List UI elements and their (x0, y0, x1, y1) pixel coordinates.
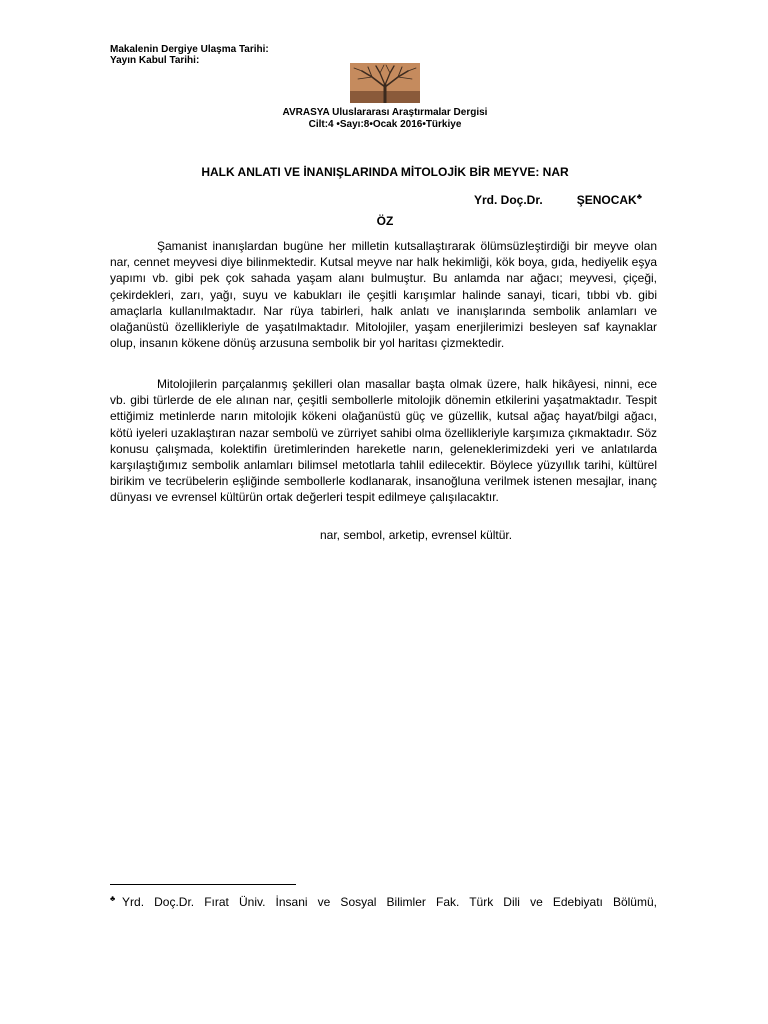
journal-name: AVRASYA Uluslararası Araştırmalar Dergisi (282, 107, 488, 118)
article-title: HALK ANLATI VE İNANIŞLARINDA MİTOLOJİK BİR MEYVE: NAR (201, 165, 569, 179)
author-line (474, 192, 642, 207)
abstract-paragraph-2: Mitolojilerin parçalanmış şekilleri olan masallar başta olmak üzere, halk hikâyesi, ninni, ece vb. gibi türlerde de ele alınan nar, çeşitli sembollerle mitolojik dönemin etkilerini yaşatmaktadır. Tespit ettiğimiz metinlerde narın mitolojik kökeni olağanüstü güç ve güzellik, kutsal ağaç hayat/bilgi ağacı, kötü iyeleri uzaklaştıran nazar sembolü ve zürriyet sahibi olma özellikleriyle karşımıza çıkmaktadır. Söz konusu çalışmada, kolektifin üretimlerinden hareketle narın, geleneklerimizdeki yeri ve anlatılarda karşılaştığımız sembolik anlamları bilimsel metotlarla tahlil edilecektir. Böylece yüzyıllık tarihi, kültürel birikim ve tecrübelerin eşliğinde sembollerle kodlanarak, insanoğluna verilmek istenen mesajlar, inanç dünyası ve evrensel kültürün ortak değerleri tespit edilmeye çalışılacaktır. (110, 377, 657, 505)
arrival-date-label: Makalenin Dergiye Ulaşma Tarihi: (110, 44, 269, 55)
author-title: Yrd. Doç.Dr. (474, 193, 543, 207)
author-footnote-mark[interactable]: ♣ (636, 192, 642, 201)
keywords: nar, sembol, arketip, evrensel kültür. (320, 528, 513, 542)
footnote-text: Yrd. Doç.Dr. Fırat Üniv. İnsani ve Sosyal Bilimler Fak. Türk Dili ve Edebiyatı Bölümü, (122, 895, 657, 909)
journal-issue: Cilt:4 •Sayı:8•Ocak 2016•Türkiye (308, 119, 462, 130)
footnote-divider (110, 884, 296, 885)
abstract-heading: ÖZ (376, 214, 394, 228)
tree-logo-icon (350, 63, 420, 103)
author-surname: ŞENOCAK (576, 193, 637, 207)
abstract-paragraph-1: Şamanist inanışlardan bugüne her milletin kutsallaştırarak ölümsüzleştirdiği bir meyve olan nar, cennet meyvesi diye bilinmektedir. Kutsal meyve nar halk hekimliği, kök boya, gıda, hediyelik eşya yapımı vb. gibi pek çok sahada yaşam alanı bulmuştur. Bu anlamda nar ağacı; meyvesi, çiçeği, çekirdekleri, zarı, yağı, suyu ve kabukları ile çeşitli karışımlar halinde sanayi, ticari, tıbbi vb. gibi amaçlarla kullanılmaktadır. Nar rüya tabirleri, halk anlatı ve inanışlarında sembolik anlamları ve olağanüstü özellikleriyle de yaşatılmaktadır. Mitolojiler, yaşam enerjilerimizi besleyen saf kaynaklar olup, insanın kökene dönüş arzusuna sembolik bir yol haritası çizmektedir. (110, 239, 657, 351)
footnote (110, 891, 657, 910)
footnote-mark: ♣ (110, 894, 123, 903)
acceptance-date-label: Yayın Kabul Tarihi: (110, 55, 200, 66)
